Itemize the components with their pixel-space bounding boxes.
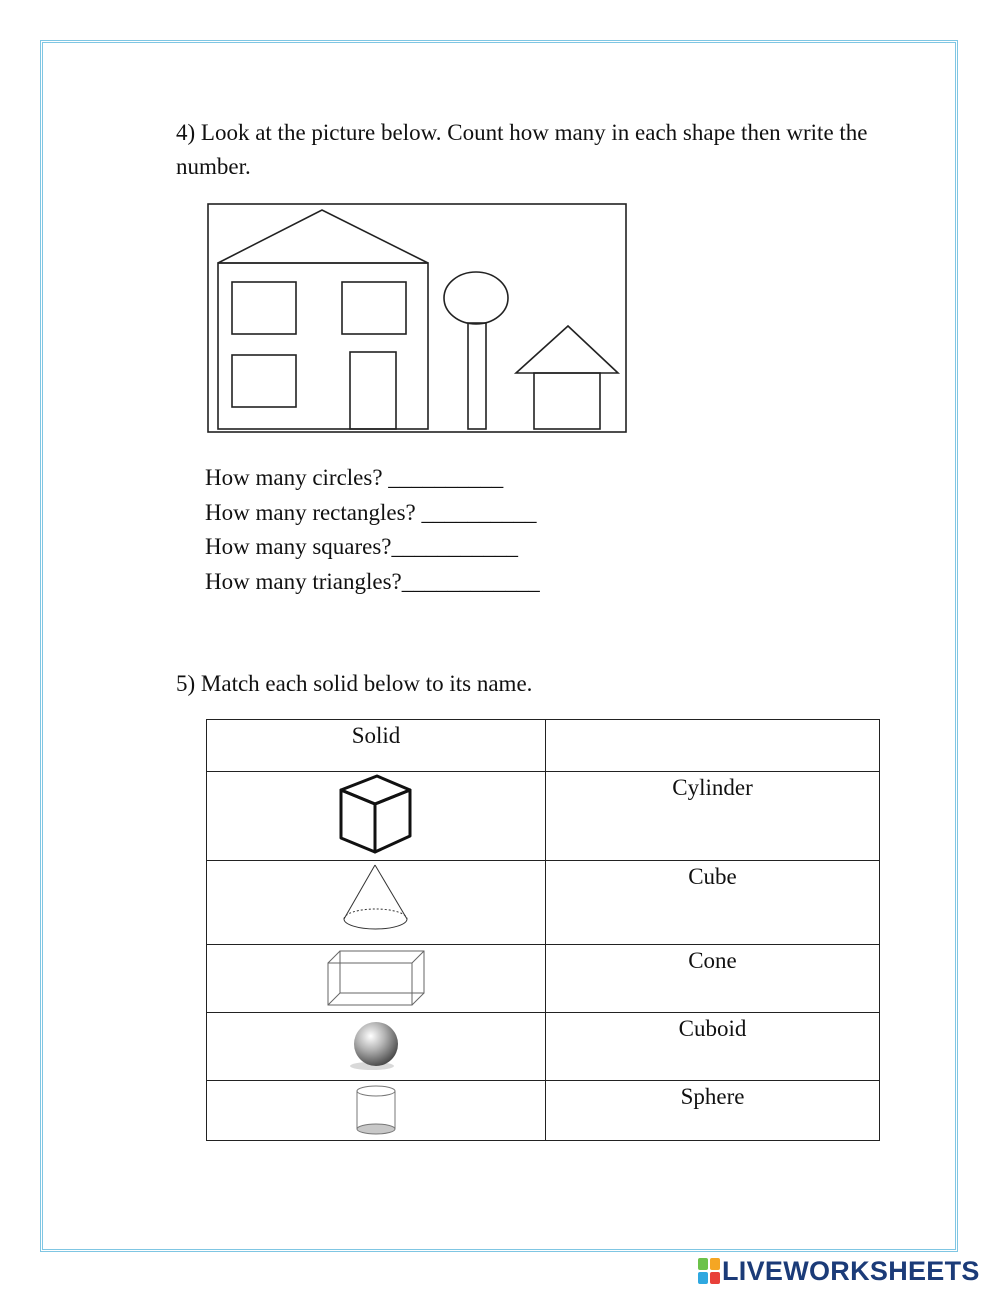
name-cell-4[interactable]: [546, 1013, 880, 1081]
name-cell-5[interactable]: [546, 1081, 880, 1141]
door: [350, 352, 396, 429]
sphere-icon: [344, 1013, 408, 1077]
solid-cell-5[interactable]: [207, 1081, 546, 1141]
house-picture: [207, 202, 629, 436]
name-label-1: Cylinder: [672, 775, 753, 800]
header-name-label: [546, 720, 879, 721]
window-top-left: [232, 282, 296, 334]
solid-cell-3[interactable]: [207, 945, 546, 1013]
cube-icon: [335, 772, 417, 860]
window-bottom-left: [232, 355, 296, 407]
name-label-2: Cube: [688, 864, 737, 889]
header-solid-label: Solid: [351, 723, 401, 748]
cylinder-icon: [354, 1081, 398, 1139]
header-solid: [207, 720, 546, 772]
name-label-3: Cone: [688, 948, 737, 973]
rectangles-question[interactable]: How many rectangles? __________: [205, 499, 537, 525]
liveworksheets-logo[interactable]: [698, 1255, 980, 1287]
name-label-5: Sphere: [680, 1084, 745, 1109]
name-label-4: Cuboid: [678, 1016, 747, 1041]
solid-cell-2[interactable]: [207, 861, 546, 945]
solid-cell-1[interactable]: [207, 772, 546, 861]
name-cell-1[interactable]: [546, 772, 880, 861]
question-4-lines: [205, 461, 540, 599]
logo-icon: [698, 1258, 720, 1284]
logo-text: LIVEWORKSHEETS: [722, 1255, 980, 1286]
cuboid-icon: [326, 945, 426, 1009]
picture-frame: [208, 204, 626, 432]
squares-question[interactable]: How many squares?___________: [205, 534, 519, 559]
name-cell-3[interactable]: [546, 945, 880, 1013]
name-cell-2[interactable]: [546, 861, 880, 945]
window-top-right: [342, 282, 406, 334]
circles-question[interactable]: How many circles? __________: [205, 465, 504, 490]
solids-table: [206, 719, 880, 1141]
triangles-question[interactable]: How many triangles?____________: [205, 568, 540, 594]
cone-icon: [336, 861, 416, 941]
tree-circle: [444, 272, 508, 324]
question-5-text: 5) Match each solid below to its name.: [176, 671, 533, 696]
tree-trunk: [468, 323, 486, 429]
header-name: [546, 720, 880, 772]
solid-cell-4[interactable]: [207, 1013, 546, 1081]
question-4-text: 4) Look at the picture below. Count how many in each shape then write the number.: [176, 120, 868, 179]
roof-triangle: [218, 210, 428, 263]
small-house-body: [534, 373, 600, 429]
small-roof: [516, 326, 618, 373]
